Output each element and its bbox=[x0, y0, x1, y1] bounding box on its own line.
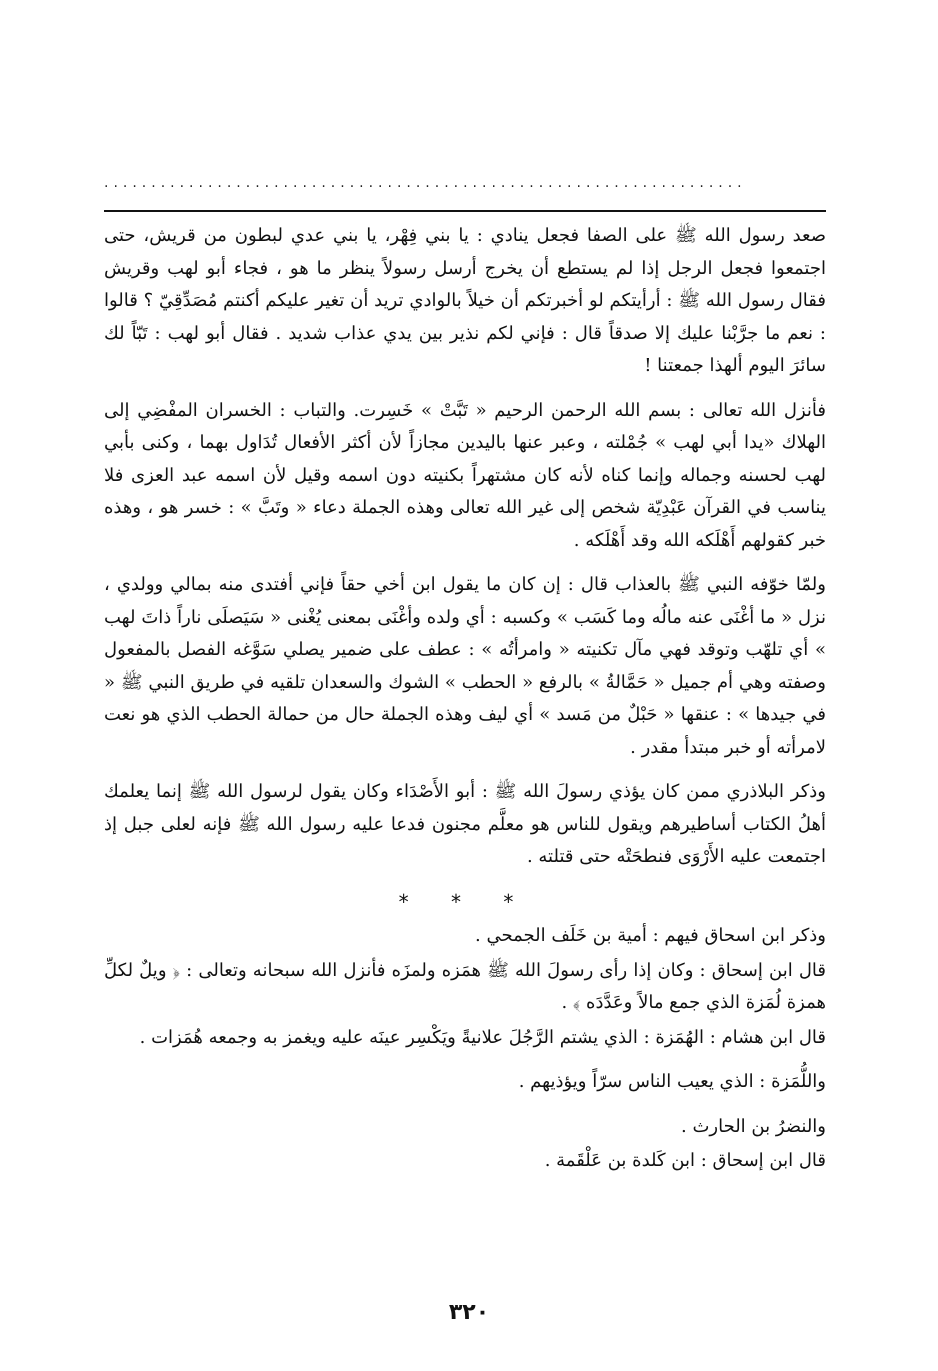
line-ibn-hisham: قال ابن هشام : الهُمَزة : الذي يشتم الرَّجُلَ علانيةً ويَكْسِر عينَه عليه ويغمز به وجمعه هُمَزات . bbox=[139, 1026, 826, 1048]
header-rule bbox=[104, 210, 826, 212]
line-ibn-kalada: قال ابن إسحاق : ابن كَلدة بن عَلْقَمة . bbox=[544, 1150, 826, 1171]
line-nadr: والنضرُ بن الحارث . bbox=[681, 1115, 826, 1137]
paragraph-4: وذكر البلاذري ممن كان يؤذي رسولَ الله ﷺ : أبو الأَصْدَاء وكان يقول لرسول الله ﷺ إنما يعلمك أهلُ الكتاب أساطيرهم ويقول للناس هو معلَّم مجنون فدعا عليه رسول الله ﷺ فإنه لعلى جبل إذ اجتمعت عليه الأَرْوَى فنطحَتْه حتى قتلته . bbox=[104, 781, 826, 867]
section-separator: * * * bbox=[398, 889, 532, 914]
paragraph-1: صعد رسول الله ﷺ على الصفا فجعل ينادي : يا بني فِهْر، يا بني عدي لبطون من قريش، حتى اجتمعوا فجعل الرجل إذا لم يستطع أن يخرج أرسل رسولاً ينظر ما هو ، فجاء أبو لهب وقريش فقال رسول الله ﷺ : أرأيتكم لو أخبرتكم أن خيلاً بالوادي تريد أن تغير عليكم أكنتم مُصَدِّقِيّ ؟ قالوا : نعم ما جرَّبْنا عليك إلا صدقاً قال : فإني لكم نذير بين يدي عذاب شديد . فقال أبو لهب : تَبّاً لك سائرَ اليوم ألهذا جمعتنا ! bbox=[104, 225, 826, 376]
dotted-separator: .................................................................... bbox=[104, 176, 747, 190]
paragraph-2: فأنزل الله تعالى : بسم الله الرحمن الرحيم « تَبَّتْ » خَسِرت. والتباب : الخسران المفْضِي إلى الهلاك «يدا أبي لهب » جُمْلته ، وعبر عنها باليدين مجازاً لأن أكثر الأفعال تُدَاول بهما ، وكنى بأبي لهب لحسنه وجماله وإنما كناه لأنه كان مشتهراً بكنيته دون اسمه وقيل لأن اسمه عبد العزى فلا يناسب في القرآن عَبْدِيّة شخص إلى غير الله تعالى وهذه الجملة دعاء « وتَبَّ » : خسر هو ، وهذه خبر كقولهم أَهْلَكه الله وقد أَهْلَكه . bbox=[104, 399, 826, 551]
page-body bbox=[104, 220, 826, 1180]
page-number: ٣٢٠ bbox=[448, 1300, 490, 1325]
paragraph-humaza-verse: قال ابن إسحاق : وكان إذا رأى رسولَ الله ﷺ همَزه ولمزَه فأنزل الله سبحانه وتعالى : ﴿ ويلٌ لكلِّ همزة لُمَزة الذي جمع مالاً وعَدَّدَه ﴾ . bbox=[104, 959, 826, 1013]
line-umayya: وذكر ابن اسحاق فيهم : أمية بن خَلَف الجمحي . bbox=[475, 925, 826, 946]
paragraph-3: ولمّا خوّفه النبي ﷺ بالعذاب قال : إن كان ما يقول ابن أخي حقاً فإني أفتدى منه بمالي وولدي ، نزل « ما أغْنَى عنه مالُه وما كَسَب » وكسبه : أي ولده وأغْنَى بمعنى يُغْنى « سَيَصلَى ناراً ذاتَ لهب » أي تلهّب وتوقد فهي مآل تكنيته « وامرأتُه » : عطف على ضمير يصلي سَوَّغه الفصل بالمفعول وصفته وهي أم جميل « حَمَّالةُ » بالرفع « الحطب » الشوك والسعدان تلقيه في طريق النبي ﷺ « في جيدها » : عنقها « حَبْلٌ من مَسد » أي ليف وهذه الجملة حال من حمالة الحطب الذي هو نعت لامرأته أو خبر مبتدأ مقدر . bbox=[104, 574, 826, 758]
line-lumaza: واللُّمَزة : الذي يعيب الناس سرّاً ويؤذيهم . bbox=[518, 1071, 826, 1092]
